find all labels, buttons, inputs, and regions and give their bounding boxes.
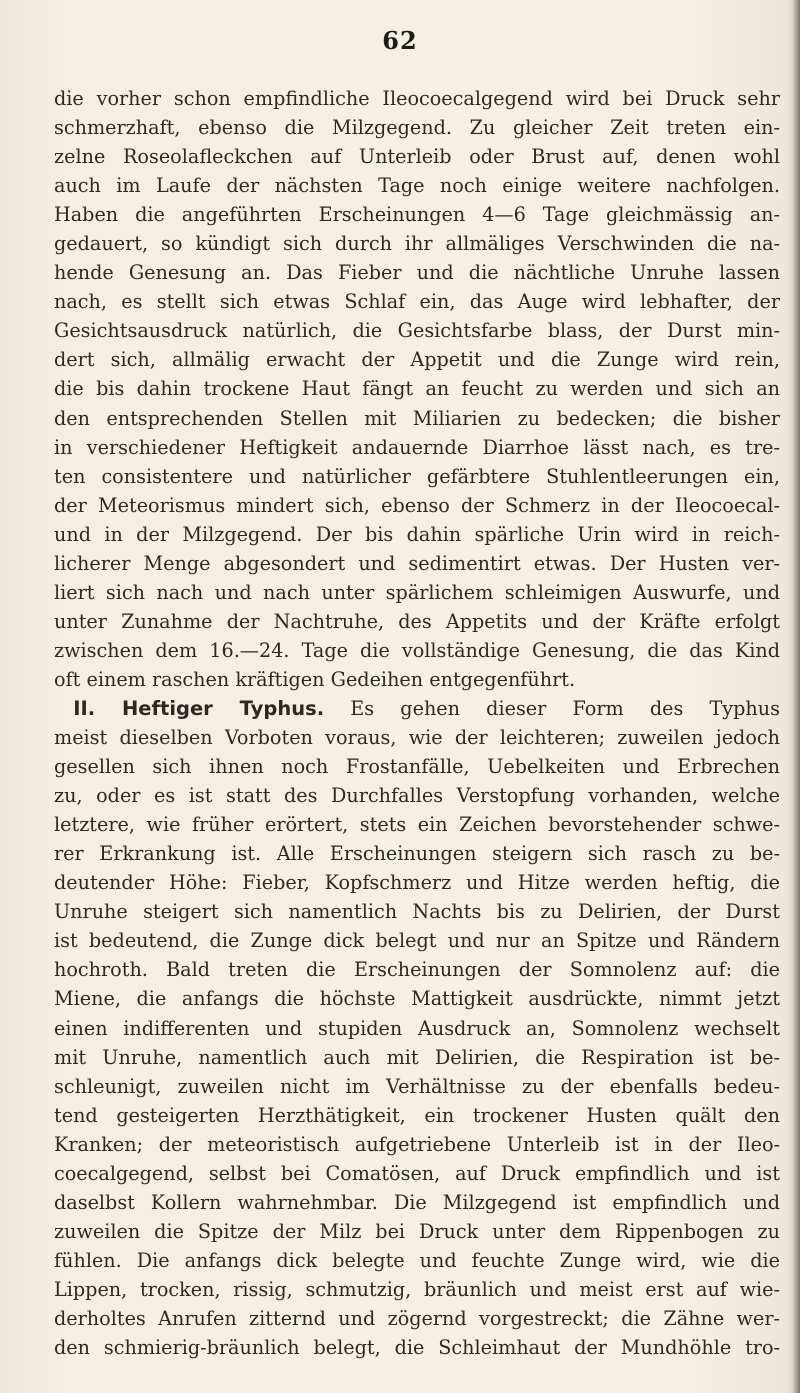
text-line: auch im Laufe der nächsten Tage noch einige weitere nachfolgen. [54,174,780,198]
text-line: Gesichtsausdruck natürlich, die Gesichtsfarbe blass, der Durst min- [54,319,780,343]
text-line: gedauert, so kündigt sich durch ihr allmäliges Verschwinden die na- [54,232,780,256]
text-line: zelne Roseolafleckchen auf Unterleib oder Brust auf, denen wohl [54,145,780,169]
text-line: Kranken; der meteoristisch aufgetriebene Unterleib ist in der Ileo- [54,1132,780,1156]
text-line: Lippen, trocken, rissig, schmutzig, bräunlich und meist erst auf wie- [54,1277,780,1301]
text-line: oft einem raschen kräftigen Gedeihen entgegenführt. [54,667,576,691]
text-line: schmerzhaft, ebenso die Milzgegend. Zu gleicher Zeit treten ein- [54,116,780,140]
text-line: gesellen sich ihnen noch Frostanfälle, Uebelkeiten und Erbrechen [54,755,780,779]
text-line: ist bedeutend, die Zunge dick belegt und nur an Spitze und Rändern [54,929,780,953]
text-line: den schmierig-bräunlich belegt, die Schleimhaut der Mundhöhle tro- [54,1336,780,1360]
text-line: tend gesteigerten Herzthätigkeit, ein trockener Husten quält den [54,1103,780,1127]
page-binding-shadow [786,0,800,1393]
text-line: daselbst Kollern wahrnehmbar. Die Milzgegend ist empfindlich und [54,1190,780,1214]
text-line: mit Unruhe, namentlich auch mit Delirien, die Respiration ist be- [54,1045,780,1069]
text-line: nach, es stellt sich etwas Schlaf ein, das Auge wird lebhafter, der [54,290,780,314]
text-line: ten consistentere und natürlicher gefärbtere Stuhlentleerungen ein, [54,464,780,488]
section-first-line [54,694,780,723]
text-fragment: Es gehen dieser Form des Typhus [350,696,780,720]
text-line: deutender Höhe: Fieber, Kopfschmerz und Hitze werden heftig, die [54,871,780,895]
text-line: der Meteorismus mindert sich, ebenso der Schmerz in der Ileocoecal- [54,493,780,517]
text-line: Unruhe steigert sich namentlich Nachts bis zu Delirien, der Durst [54,900,780,924]
text-line: zwischen dem 16.—24. Tage die vollständige Genesung, die das Kind [54,638,780,662]
text-line: meist dieselben Vorboten voraus, wie der leichteren; zuweilen jedoch [54,726,780,750]
text-line: in verschiedener Heftigkeit andauernde Diarrhoe lässt nach, es tre- [54,435,780,459]
section-heading: II. Heftiger Typhus. [73,696,325,720]
text-line: die vorher schon empfindliche Ileocoecalgegend wird bei Druck sehr [54,87,780,110]
body-text [54,84,780,1362]
section-heftiger-typhus [54,694,780,1362]
text-line: hende Genesung an. Das Fieber und die nächtliche Unruhe lassen [54,261,780,285]
text-line: dert sich, allmälig erwacht der Appetit und die Zunge wird rein, [54,348,780,372]
text-line: rer Erkrankung ist. Alle Erscheinungen steigern sich rasch zu be- [54,842,780,866]
text-line: derholtes Anrufen zitternd und zögernd vorgestreckt; die Zähne wer- [54,1306,780,1330]
text-line: coecalgegend, selbst bei Comatösen, auf Druck empfindlich und ist [54,1161,780,1185]
text-line: schleunigt, zuweilen nicht im Verhältnisse zu der ebenfalls bedeu- [54,1074,780,1098]
text-line: zuweilen die Spitze der Milz bei Druck unter dem Rippenbogen zu [54,1219,780,1243]
text-line: letztere, wie früher erörtert, stets ein Zeichen bevorstehender schwe- [54,813,780,837]
text-line: unter Zunahme der Nachtruhe, des Appetits und der Kräfte erfolgt [54,609,780,633]
text-line: zu, oder es ist statt des Durchfalles Verstopfung vorhanden, welche [54,784,780,808]
text-line: Miene, die anfangs die höchste Mattigkeit ausdrückte, nimmt jetzt [54,987,780,1011]
text-line: die bis dahin trockene Haut fängt an feucht zu werden und sich an [54,377,780,401]
text-line: hochroth. Bald treten die Erscheinungen der Somnolenz auf: die [54,958,780,982]
text-line: und in der Milzgegend. Der bis dahin spärliche Urin wird in reich- [54,522,780,546]
text-line: einen indifferenten und stupiden Ausdruck an, Somnolenz wechselt [54,1016,780,1040]
paragraph-continued [54,84,780,694]
text-line: licherer Menge abgesondert und sedimentirt etwas. Der Husten ver- [54,551,780,575]
text-line: liert sich nach und nach unter spärlichem schleimigen Auswurfe, und [54,580,780,604]
text-line: fühlen. Die anfangs dick belegte und feuchte Zunge wird, wie die [54,1248,780,1272]
page-number: 62 [382,26,418,55]
text-line: den entsprechenden Stellen mit Miliarien zu bedecken; die bisher [54,406,780,430]
text-line: Haben die angeführten Erscheinungen 4—6 Tage gleichmässig an- [54,203,780,227]
